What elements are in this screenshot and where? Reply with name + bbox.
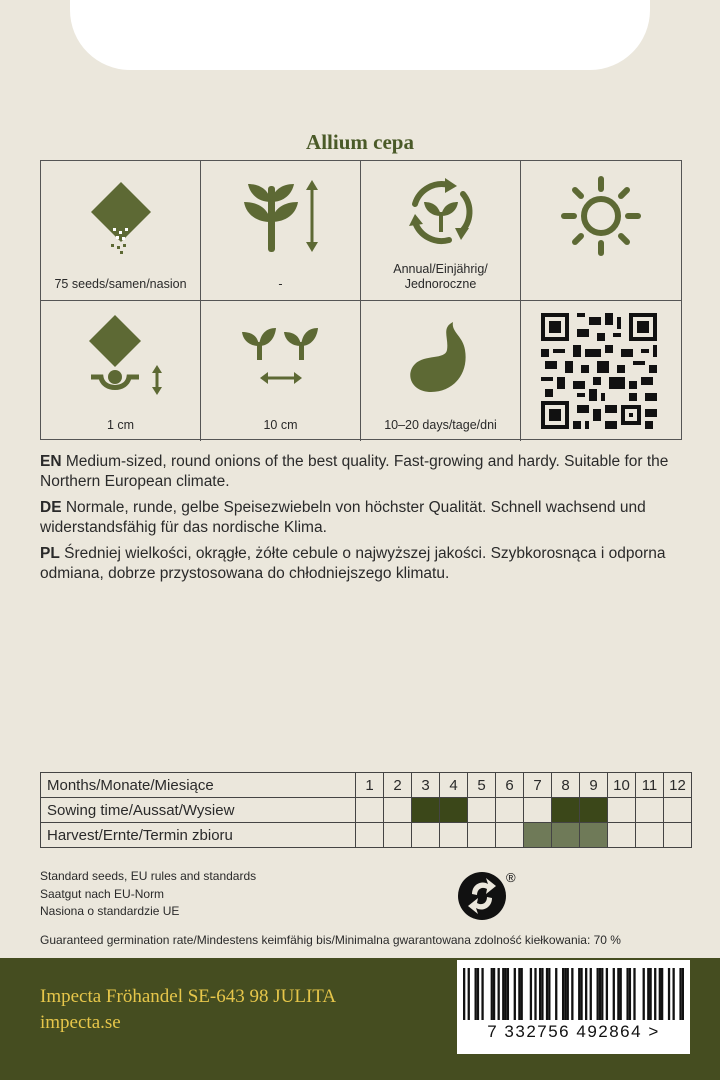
sowing-calendar [40,772,692,848]
sowing-month-cell [524,798,552,823]
lang-code-en: EN [40,453,62,470]
harvest-month-cell [384,823,412,848]
month-cell: 2 [384,773,412,798]
sowing-depth-icon [71,311,171,401]
harvest-month-cell [356,823,384,848]
company-address: Impecta Fröhandel SE-643 98 JULITA [40,986,337,1007]
standards-text [40,868,256,921]
sowing-month-cell [468,798,496,823]
description-en-text: Medium-sized, round onions of the best quality. Fast-growing and hardy. Suitable for the Northern European climate. [40,453,669,490]
harvest-month-cell [412,823,440,848]
month-cell: 5 [468,773,496,798]
month-cell: 4 [440,773,468,798]
sowing-label: Sowing time/Aussat/Wysiew [41,798,356,823]
sowing-month-cell [580,798,608,823]
lifecycle-cell [361,161,521,301]
sowing-month-cell [356,798,384,823]
month-cell: 1 [356,773,384,798]
harvest-month-cell [608,823,636,848]
qr-code-icon[interactable] [537,309,661,433]
plant-spacing-icon [236,316,326,396]
seeds-cell [41,161,201,301]
sowing-month-cell [384,798,412,823]
month-cell: 12 [664,773,692,798]
lifecycle-caption-line1: Annual/Einjährig/ [393,262,488,276]
sowing-month-cell [636,798,664,823]
description-pl [40,544,685,584]
cycle-plant-icon [399,170,483,254]
sowing-month-cell [552,798,580,823]
lifecycle-caption [361,262,520,292]
registered-mark: ® [506,870,516,885]
description-block [40,452,685,590]
standard-line-de: Saatgut nach EU-Norm [40,886,165,901]
sowing-month-cell [496,798,524,823]
harvest-row [41,823,692,848]
plant-height-icon [236,176,326,256]
month-cell: 11 [636,773,664,798]
light-cell [521,161,681,301]
description-de-text: Normale, runde, gelbe Speisezwiebeln von höchster Qualität. Schnell wachsend und widerstandsfähig für das nordische Klima. [40,499,646,536]
description-pl-text: Średniej wielkości, okrągłe, żółte cebule o najwyższej jakości. Szybkorosnąca i odporna odmiana, dobrze przystosowana do chłodniejszego klimatu. [40,545,666,582]
lifecycle-caption-line2: Jednoroczne [404,277,477,291]
species-title: Allium cepa [306,130,414,154]
germination-cell [361,301,521,441]
harvest-month-cell [440,823,468,848]
month-cell: 8 [552,773,580,798]
info-grid [40,160,682,440]
sowing-month-cell [412,798,440,823]
height-cell [201,161,361,301]
sowing-row [41,798,692,823]
germination-rate: Guaranteed germination rate/Mindestens keimfähig bis/Minimalna gwarantowana zdolność kiełkowania: 70 % [40,933,621,947]
sun-icon [556,171,646,261]
month-cell: 10 [608,773,636,798]
lang-code-de: DE [40,499,62,516]
spacing-caption: 10 cm [263,418,298,432]
height-caption: - [278,277,283,291]
seed-packet-icon [81,176,161,256]
standard-line-en: Standard seeds, EU rules and standards [40,869,257,883]
sowing-month-cell [440,798,468,823]
month-cell: 9 [580,773,608,798]
harvest-month-cell [496,823,524,848]
harvest-month-cell [636,823,664,848]
description-de [40,498,685,538]
germination-seed-icon [401,314,481,398]
sowing-month-cell [664,798,692,823]
hang-hole [70,0,650,70]
sowing-month-cell [608,798,636,823]
depth-caption: 1 cm [106,418,135,432]
qr-cell[interactable] [521,301,681,441]
harvest-month-cell [664,823,692,848]
harvest-month-cell [580,823,608,848]
recycle-mark-icon [456,868,526,924]
barcode [457,960,690,1054]
months-header: Months/Monate/Miesiące [41,773,356,798]
lang-code-pl: PL [40,545,60,562]
harvest-label: Harvest/Ernte/Termin zbioru [41,823,356,848]
germination-caption: 10–20 days/tage/dni [384,418,497,432]
month-cell: 7 [524,773,552,798]
calendar-header-row [41,773,692,798]
seeds-caption: 75 seeds/samen/nasion [54,277,187,291]
harvest-month-cell [524,823,552,848]
company-website[interactable]: impecta.se [40,1012,121,1033]
barcode-bars [463,968,684,1020]
barcode-digits: 7 332756 492864 > [487,1022,660,1041]
harvest-month-cell [468,823,496,848]
standard-line-pl: Nasiona o standardzie UE [40,904,180,918]
harvest-month-cell [552,823,580,848]
depth-cell [41,301,201,441]
description-en [40,452,685,492]
spacing-cell [201,301,361,441]
month-cell: 3 [412,773,440,798]
month-cell: 6 [496,773,524,798]
